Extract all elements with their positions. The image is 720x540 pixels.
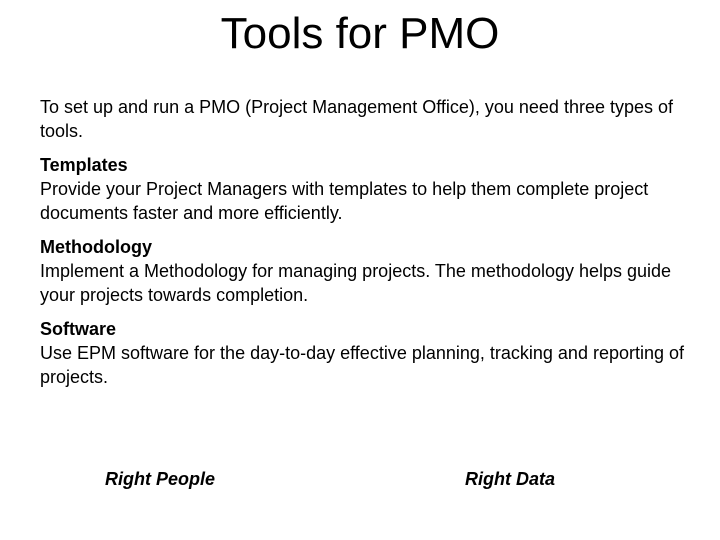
section-methodology (40, 235, 690, 307)
slide-title: Tools for PMO (220, 9, 500, 58)
slide-content (40, 95, 690, 399)
section-templates (40, 153, 690, 225)
section-body-templates: Provide your Project Managers with templates to help them complete project documents faster and more efficiently. (40, 179, 649, 223)
section-body-software: Use EPM software for the day-to-day effective planning, tracking and reporting of projects. (40, 343, 685, 387)
section-body-methodology: Implement a Methodology for managing projects. The methodology helps guide your projects towards completion. (40, 261, 672, 305)
footer-label-right-data: Right Data (465, 469, 555, 489)
intro-paragraph: To set up and run a PMO (Project Management Office), you need three types of tools. (40, 97, 674, 141)
section-heading-templates: Templates (40, 155, 128, 175)
footer-label-right-people: Right People (105, 469, 216, 489)
section-software (40, 317, 690, 389)
section-heading-software: Software (40, 319, 117, 339)
section-heading-methodology: Methodology (40, 237, 152, 257)
